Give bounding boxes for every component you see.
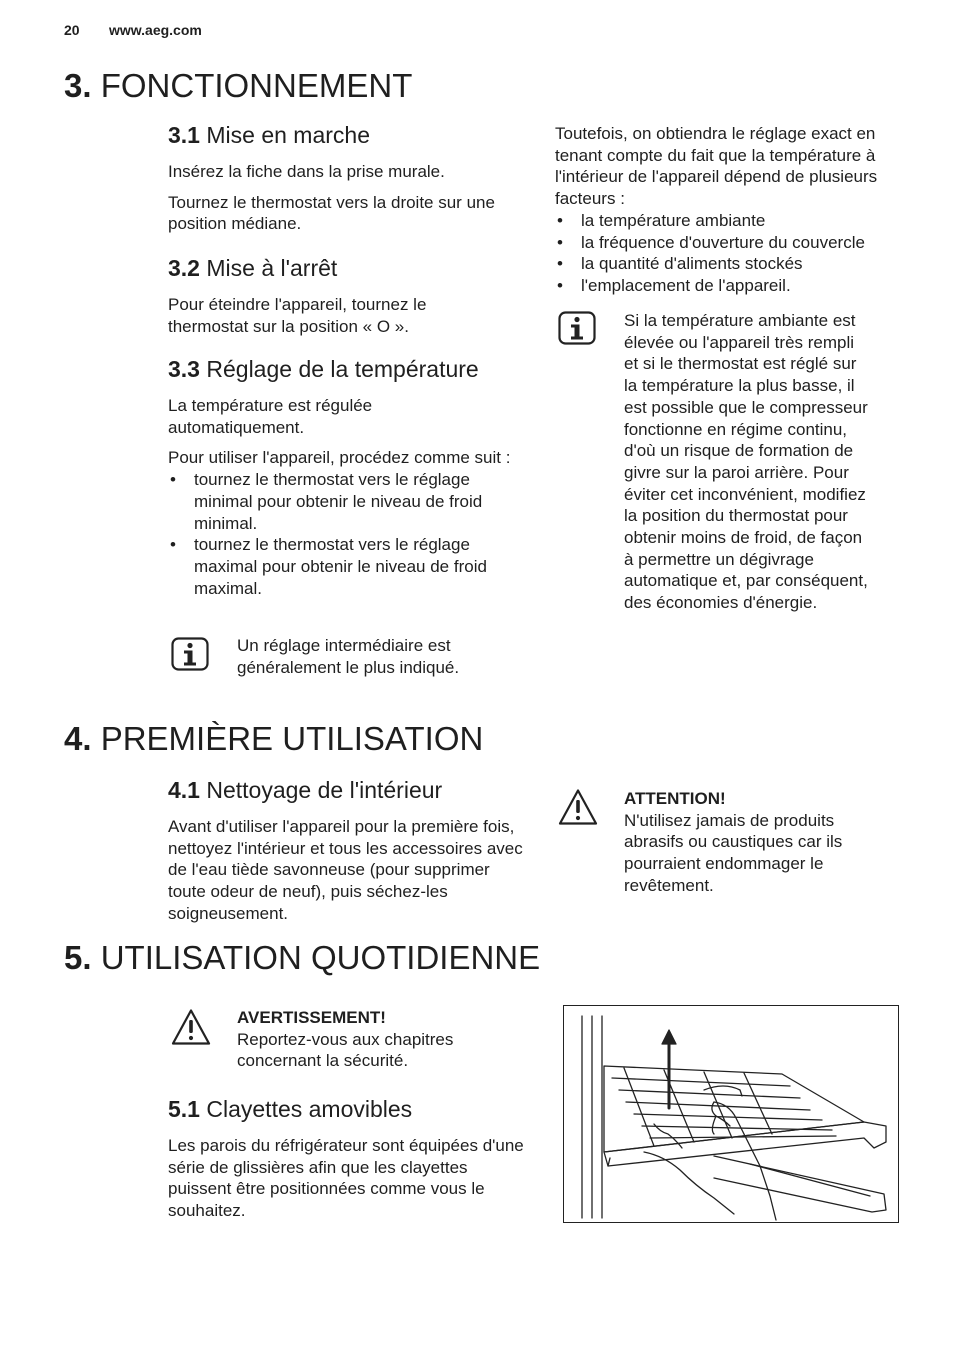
subsection-title: Réglage de la température [206,356,479,382]
list-item: • la fréquence d'ouverture du couvercle [555,232,910,254]
subsection-number: 5.1 [168,1096,200,1122]
subsection-3-3-heading [168,355,479,383]
section-number: 4. [64,720,92,757]
paragraph: La température est régulée automatiquement. [168,396,373,437]
subsection-3-2-body [168,294,480,337]
warning-icon [558,788,598,831]
list-item: • la température ambiante [555,210,910,232]
warning-text: N'utilisez jamais de produits abrasifs ou caustiques car ils pourraient endommager le revêtement. [624,810,843,895]
warning-text: Reportez-vous aux chapitres concernant la sécurité. [237,1029,454,1071]
list-item: • la quantité d'aliments stockés [555,253,910,275]
info-icon [558,311,596,350]
subsection-3-3-body [168,395,520,599]
right-column-body [555,123,910,297]
warning-title: AVERTISSEMENT! [237,1008,386,1027]
list-item: • tournez le thermostat vers le réglage maximal pour obtenir le niveau de froid maximal. [168,534,520,599]
website-url: www.aeg.com [109,22,202,38]
info-icon [171,637,209,676]
lower-glide [714,1156,886,1212]
section-5-heading [64,938,540,978]
paragraph: Les parois du réfrigérateur sont équipées d'une série de glissières afin que les clayettes puissent être positionnées comme vous le souhaitez. [168,1136,524,1221]
warning-note-5 [237,1007,492,1072]
subsection-title: Clayettes amovibles [206,1096,413,1122]
page-number: 20 [64,22,80,38]
section-3-heading [64,66,412,106]
info-note-3-3 [237,635,497,678]
paragraph: Insérez la fiche dans la prise murale. [168,162,445,181]
subsection-5-1-body [168,1135,526,1222]
warning-title: ATTENTION! [624,789,726,808]
subsection-5-1-heading [168,1095,412,1123]
subsection-3-1-heading [168,121,370,149]
section-number: 5. [64,939,92,976]
section-4-heading [64,719,483,759]
section-title: FONCTIONNEMENT [100,67,413,104]
subsection-title: Mise en marche [206,122,370,148]
list-item: • l'emplacement de l'appareil. [555,275,910,297]
paragraph: Tournez le thermostat vers la droite sur une position médiane. [168,192,495,234]
shelf-removal-illustration [563,1005,899,1223]
subsection-number: 3.3 [168,356,200,382]
shelf-illustration-svg [564,1006,899,1223]
subsection-number: 3.1 [168,122,200,148]
section-title: UTILISATION QUOTIDIENNE [100,939,541,976]
list-item: • tournez le thermostat vers le réglage minimal pour obtenir le niveau de froid minimal. [168,469,520,534]
info-text: Si la température ambiante est élevée ou l'appareil très rempli et si le thermostat est réglé sur la température la plus basse, il est possible que le compresseur fonctionne en régime continu, d'où un risque de formation de givre sur la paroi arrière. Pour éviter cet inconvénient, modifiez la position du thermostat pour obtenir moins de froid, de façon à permettre un dégivrage automatique et, par conséquent, des économies d'énergie. [624,311,868,613]
warning-icon [171,1008,211,1051]
subsection-number: 4.1 [168,777,200,803]
hand-thumb [644,1152,734,1214]
subsection-3-1-body [168,161,513,235]
subsection-4-1-body [168,816,524,925]
paragraph: Avant d'utiliser l'appareil pour la première fois, nettoyez l'intérieur et tous les accessoires avec de l'eau tiède savonneuse (pour supprimer toute odeur de neuf), puis séchez-les soigneusement. [168,817,523,923]
subsection-title: Nettoyage de l'intérieur [206,777,443,803]
lift-arrow-head [662,1030,676,1044]
section-number: 3. [64,67,92,104]
info-note-right [624,310,872,614]
subsection-4-1-heading [168,776,442,804]
subsection-title: Mise à l'arrêt [206,255,338,281]
section-title: PREMIÈRE UTILISATION [100,720,484,757]
info-text: Un réglage intermédiaire est généralement le plus indiqué. [237,636,460,677]
paragraph: Toutefois, on obtiendra le réglage exact en tenant compte du fait que la température à l'intérieur de l'appareil dépend de plusieurs facteurs : [555,124,878,209]
subsection-number: 3.2 [168,255,200,281]
rail-detail [608,1158,610,1166]
bullet-list [555,210,910,297]
bullet-list [168,469,520,599]
subsection-3-2-heading [168,254,337,282]
paragraph: Pour éteindre l'appareil, tournez le thermostat sur la position « O ». [168,295,427,336]
paragraph: Pour utiliser l'appareil, procédez comme suit : [168,448,511,468]
warning-note-4 [624,788,879,897]
